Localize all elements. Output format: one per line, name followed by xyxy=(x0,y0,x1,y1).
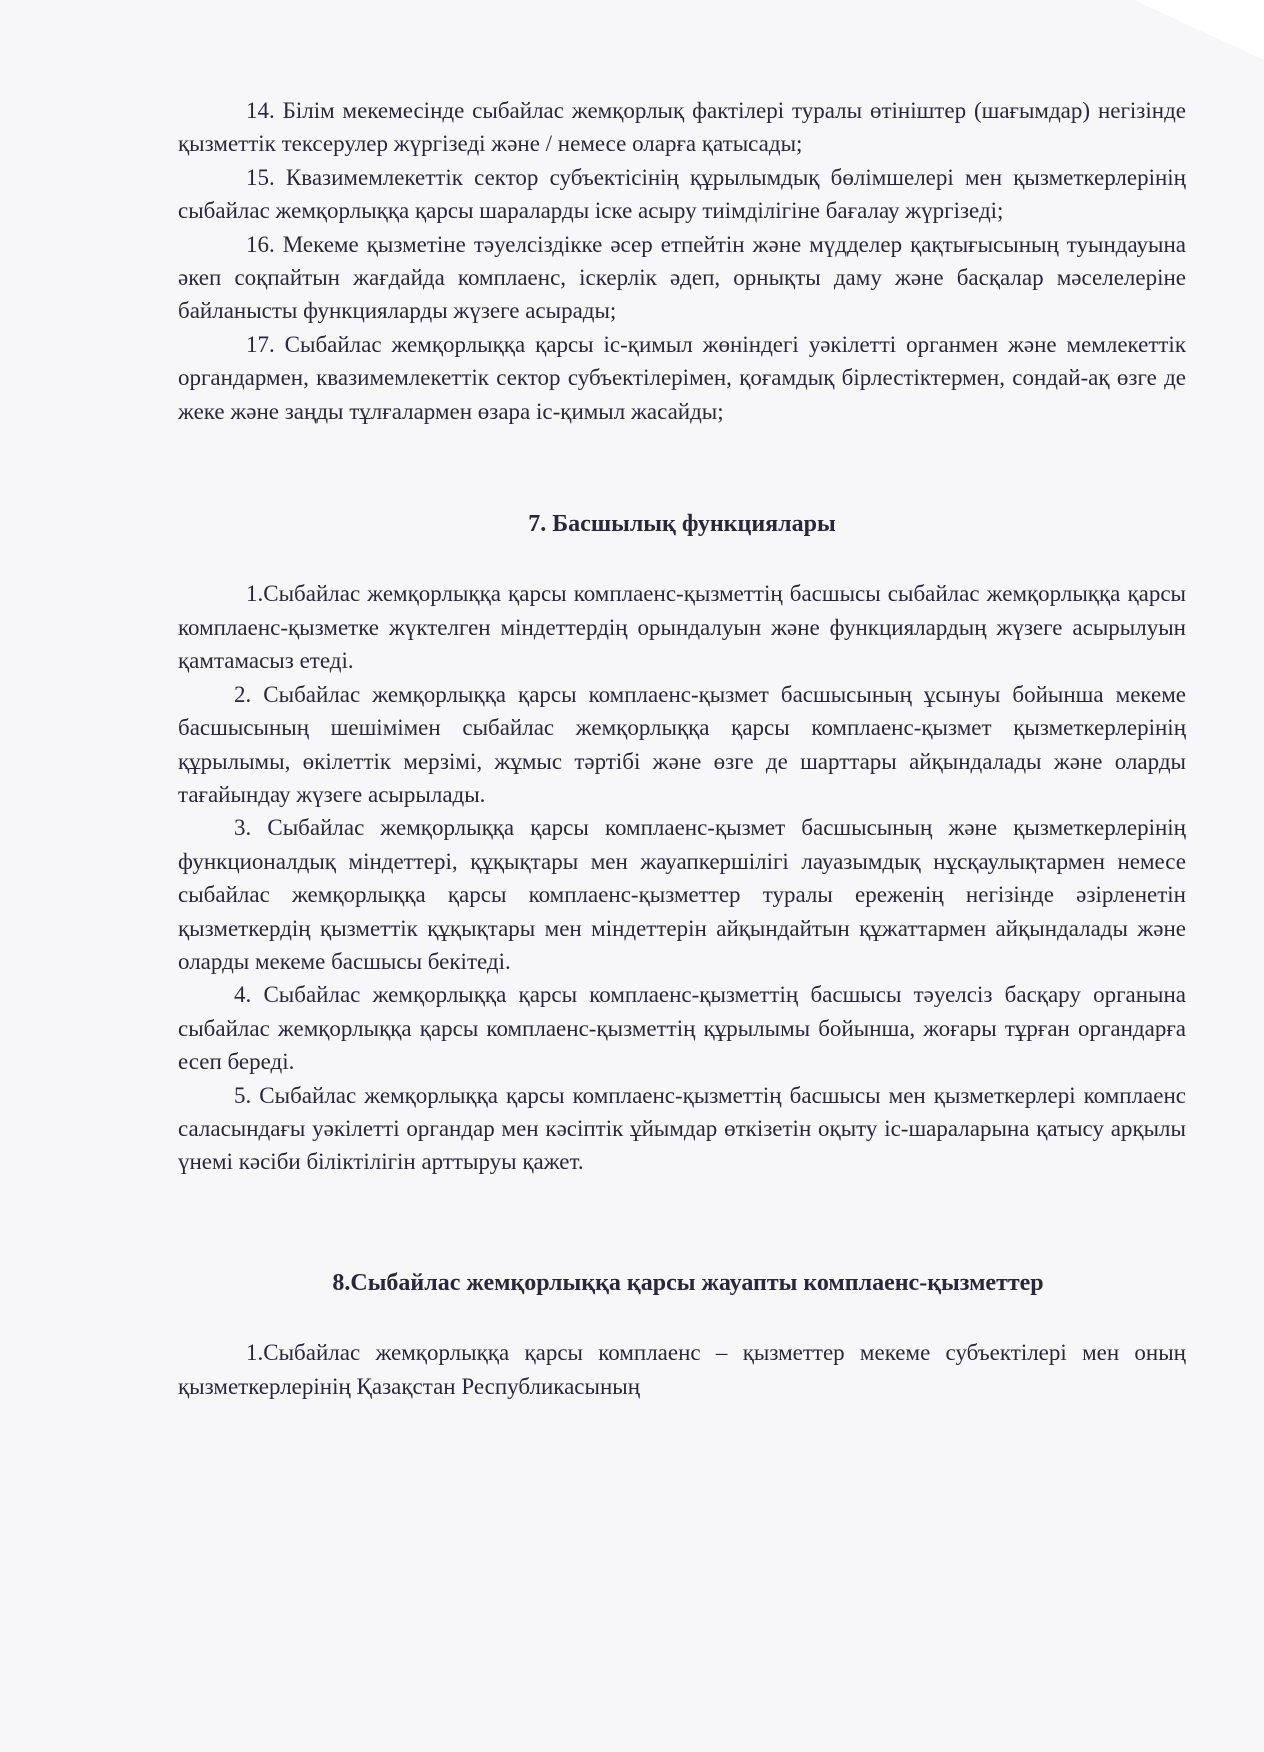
section-7-heading: 7. Басшылық функциялары xyxy=(528,511,836,538)
paragraph-16: 16. Мекеме қызметіне тәуелсіздікке әсер етпейтін және мүдделер қақтығысының туындауына әкеп соқпайтын жағдайда комплаенс, іскерлік әдеп, орнықты даму және басқалар мәселелеріне байланысты функцияларды жүзеге асырады; xyxy=(178,231,1186,324)
section-7-item-3: 3. Сыбайлас жемқорлыққа қарсы комплаенс-қызмет басшысының және қызметкерлерінің функционалдық міндеттері, құқықтары мен жауапкершілігі лауазымдық нұсқаулықтармен немесе сыбайлас жемқорлыққа қарсы комплаенс-қызметтер туралы ереженің негізінде әзірленетін қызметкердің қызметтік құқықтары мен міндеттерін айқындайтын құжаттармен айқындалады және оларды мекеме басшысы бекітеді. xyxy=(178,815,1186,974)
section-7-item-4: 4. Сыбайлас жемқорлыққа қарсы комплаенс-қызметтің басшысы тәуелсіз басқару органына сыбайлас жемқорлыққа қарсы комплаенс-қызметтің құрылымы бойынша, жоғары тұрған органдарға есеп береді. xyxy=(178,982,1186,1075)
section-8-heading: 8.Сыбайлас жемқорлыққа қарсы жауапты комплаенс-қызметтер xyxy=(332,1269,1044,1296)
paragraph-15: 15. Квазимемлекеттік сектор субъектісінің құрылымдық бөлімшелері мен қызметкерлерінің сыбайлас жемқорлыққа қарсы шараларды іске асыру тиімділігіне бағалау жүргізеді; xyxy=(178,164,1186,224)
paragraph-17: 17. Сыбайлас жемқорлыққа қарсы іс-қимыл жөніндегі уәкілетті органмен және мемлекеттік органдармен, квазимемлекеттік сектор субъектілерімен, қоғамдық бірлестіктермен, сондай-ақ өзге де жеке және заңды тұлғалармен өзара іс-қимыл жасайды; xyxy=(178,331,1186,424)
section-7-item-2: 2. Сыбайлас жемқорлыққа қарсы комплаенс-қызмет басшысының ұсынуы бойынша мекеме басшысының шешімімен сыбайлас жемқорлыққа қарсы комплаенс-қызмет қызметкерлерінің құрылымы, өкілеттік мерзімі, жұмыс тәртібі және өзге де шарттары айқындалады және оларды тағайындау жүзеге асырылады. xyxy=(178,681,1186,807)
section-8-item-1: 1.Сыбайлас жемқорлыққа қарсы комплаенс – қызметтер мекеме субъектілері мен оның қызметкерлерінің Қазақстан Республикасының xyxy=(178,1340,1186,1399)
folded-corner xyxy=(1134,0,1264,60)
paragraph-14: 14. Білім мекемесінде сыбайлас жемқорлық фактілері туралы өтініштер (шағымдар) негізінде қызметтік тексерулер жүргізеді және / немесе оларға қатысады; xyxy=(178,98,1186,157)
section-7-item-5: 5. Сыбайлас жемқорлыққа қарсы комплаенс-қызметтің басшысы мен қызметкерлері комплаенс саласындағы уәкілетті органдар мен кәсіптік ұйымдар өткізетін оқыту іс-шараларына қатысу арқылы үнемі кәсіби біліктілігін арттыруы қажет. xyxy=(178,1082,1186,1175)
section-7-item-1: 1.Сыбайлас жемқорлыққа қарсы комплаенс-қызметтің басшысы сыбайлас жемқорлыққа қарсы комплаенс-қызметке жүктелген міндеттердің орындалуын және функциялардың жүзеге асырылуын қамтамасыз етеді. xyxy=(178,581,1186,674)
document-body xyxy=(178,94,1186,1403)
